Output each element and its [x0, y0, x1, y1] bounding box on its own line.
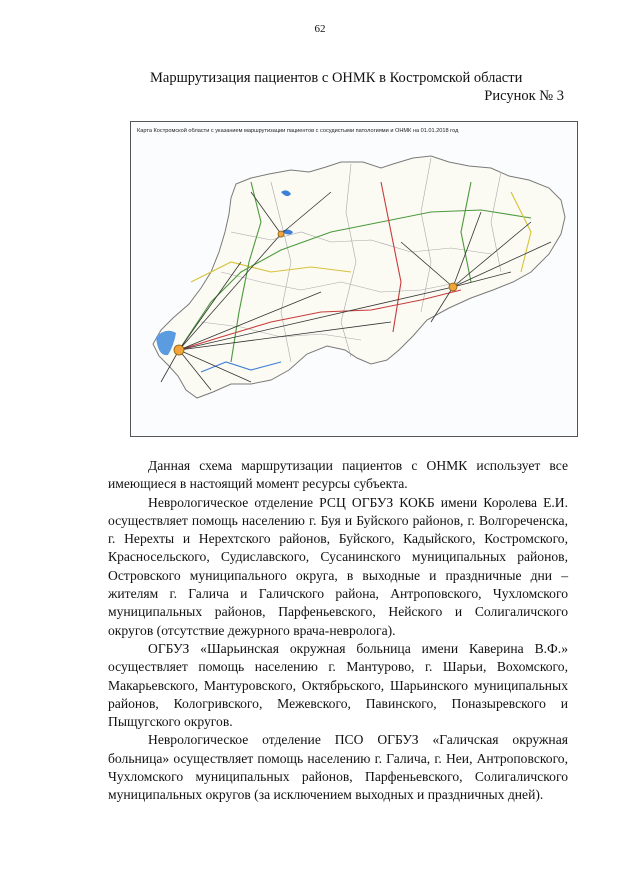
region-map [130, 121, 578, 437]
paragraph-intro: Данная схема маршрутизации пациентов с ОНМК использует все имеющиеся в настоящий момент ресурсы субъекта. [108, 458, 568, 492]
page-number: 62 [314, 23, 326, 35]
region-outline [153, 156, 565, 398]
figure-title: Маршрутизация пациентов с ОНМК в Костромской области [150, 70, 523, 86]
paragraph-rsc: Неврологическое отделение РСЦ ОГБУЗ КОКБ имени Королева Е.И. осуществляет помощь населению г. Буя и Буйского районов, г. Волгореченска, г. Нерехты и Нерехтского районов, Буйского, Кадыйского, Костромского, Красносельского, Судиславского, Сусанинского муниципальных районов, Островского муниципального округа, в выходные и праздничные дни – жителям г. Галича и Галичского района, Антроповского, Чухломского муниципальных районов, Парфеньевского, Нейского и Солигаличского округов (отсутствие дежурного врача-невролога). [108, 494, 568, 638]
map-caption: Карта Костромской области с указанием маршрутизации пациентов с сосудистыми патологиями и ОНМК на 01.01.2018 год [137, 128, 459, 134]
paragraph-galich: Неврологическое отделение ПСО ОГБУЗ «Галичская окружная больница» осуществляет помощь населению г. Галича, г. Неи, Антроповского, Чухломского муниципальных районов, Парфеньевского, Солигаличского муниципальных округов (за исключением выходных и праздничных дней). [108, 732, 568, 803]
hub-sharya [449, 283, 457, 291]
region-map-graphic [131, 122, 577, 436]
hub-galich [278, 231, 284, 237]
figure-label: Рисунок № 3 [484, 88, 564, 104]
body-text [108, 457, 568, 805]
hub-kostroma [174, 345, 184, 355]
paragraph-sharya: ОГБУЗ «Шарьинская окружная больница имени Каверина В.Ф.» осуществляет помощь населению г. Мантурово, г. Шарьи, Вохомского, Макарьевского, Мантуровского, Октябрьского, Шарьинского муниципальных районов, Кологривского, Межевского, Павинского, Поназыревского и Пыщугского округов. [108, 640, 568, 730]
